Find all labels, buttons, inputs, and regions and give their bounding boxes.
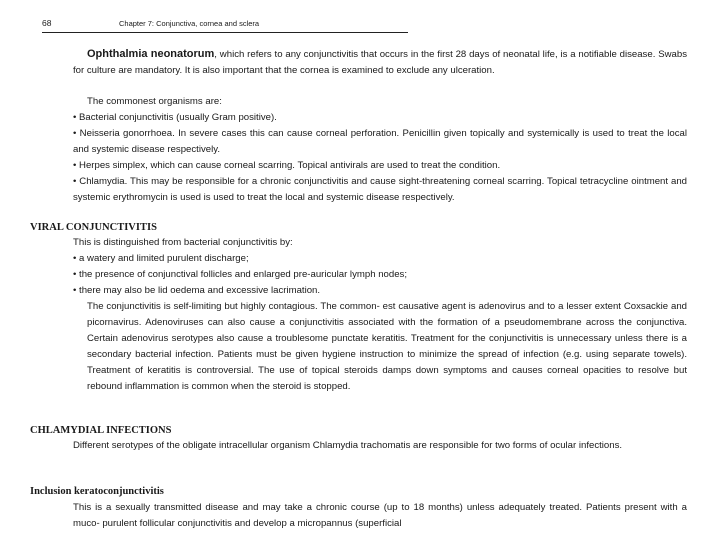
chlamydial-body: Different serotypes of the obligate intracellular organism Chlamydia trachomatis are responsible for two forms of ocular infections. xyxy=(73,440,623,451)
inclusion-body: This is a sexually transmitted disease and may take a chronic course (up to 18 months) unless adequately treated. Patients present with a muco- purulent follicular conjunctivitis and develop a micropannus (superficial xyxy=(73,502,687,529)
ophthalmia-lead: Ophthalmia neonatorum xyxy=(87,48,215,60)
viral-heading: VIRAL CONJUNCTIVITIS xyxy=(30,222,157,233)
chlamydial-heading: CHLAMYDIAL INFECTIONS xyxy=(30,425,172,436)
viral-bullet: • a watery and limited purulent discharge; xyxy=(73,253,249,264)
page-number: 68 xyxy=(42,18,52,28)
viral-bullet: • there may also be lid oedema and excessive lacrimation. xyxy=(73,285,321,296)
organism-bullet: • Neisseria gonorrhoea. In severe cases this can cause corneal perforation. Penicillin given topically and systemically is used to treat the local and systemic disease respectively. xyxy=(73,128,687,155)
organisms-intro: The commonest organisms are: xyxy=(87,96,222,107)
chapter-title: Chapter 7: Conjunctiva, cornea and sclera xyxy=(119,19,260,28)
viral-block xyxy=(73,235,687,395)
viral-bullet: • the presence of conjunctival follicles and enlarged pre-auricular lymph nodes; xyxy=(73,269,407,280)
viral-intro: This is distinguished from bacterial conjunctivitis by: xyxy=(73,237,293,248)
organism-bullet: • Chlamydia. This may be responsible for a chronic conjunctivitis and cause sight-threatening corneal scarring. Topical tetracycline ointment and systemic erythromycin is used is used to treat the local and systemic disease respectively. xyxy=(73,176,687,203)
viral-body: The conjunctivitis is self-limiting but highly contagious. The common- est causative agent is adenovirus and to a lesser extent Coxsackie and picornavirus. Adenoviruses can also cause a conjunctivitis associated with the formation of a pseudomembrane across the conjunctiva. Certain adenovirus serotypes also cause a troublesome punctate keratitis. Treatment for the conjunctivitis is unnecessary unless there is a secondary bacterial infection. Patients must be given hygiene instruction to minimize the spread of infection (e.g. using separate towels). Treatment of keratitis is controversial. The use of topical steroids damps down symptoms and causes corneal opacities to resolve but rebound inflammation is common when the steroid is stopped. xyxy=(87,301,687,392)
inclusion-heading: Inclusion keratoconjunctivitis xyxy=(30,486,164,497)
organisms-block xyxy=(73,94,687,206)
ophthalmia-paragraph xyxy=(73,46,687,79)
organism-bullet: • Herpes simplex, which can cause corneal scarring. Topical antivirals are used to treat the condition. xyxy=(73,160,501,171)
organism-bullet: • Bacterial conjunctivitis (usually Gram positive). xyxy=(73,112,277,123)
page-header xyxy=(42,18,408,33)
ophthalmia-intro: , which refers to any conjunctivitis that occurs in the first 28 days of neonatal life, is a notifiable disease. Swabs for culture are mandatory. It is also important that the cornea is examined to exclude any ulceration. xyxy=(73,49,687,76)
